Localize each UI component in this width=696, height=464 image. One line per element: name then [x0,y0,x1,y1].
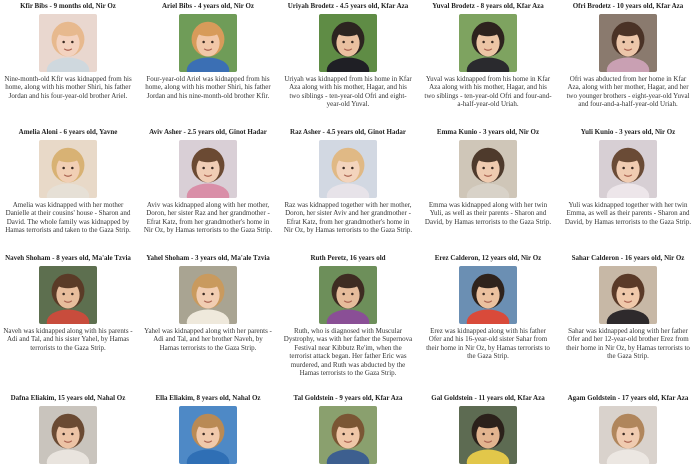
photo-fringe [615,25,640,37]
photo-fringe [55,277,80,289]
photo-eye-left [202,293,205,296]
photo-eye-left [62,167,65,170]
child-photo [319,266,377,324]
photo-eye-right [491,433,494,436]
photo-eye-left [482,293,485,296]
child-photo [459,406,517,464]
child-card [140,126,276,252]
child-card [0,0,136,126]
child-photo [39,140,97,198]
photo-eye-right [631,41,634,44]
photo-eye-right [211,433,214,436]
photo-fringe [195,417,220,429]
child-photo [459,266,517,324]
child-card [420,0,556,126]
photo-fringe [195,25,220,37]
photo-eye-left [622,167,625,170]
child-card [280,0,416,126]
child-card [140,252,276,392]
photo-eye-right [71,41,74,44]
child-photo [179,14,237,72]
portrait-illustration [599,14,657,72]
child-name: Ofri Brodetz - 10 years old, Kfar Aza [572,2,684,10]
portrait-illustration [39,14,97,72]
photo-eye-left [202,433,205,436]
child-description: Nine-month-old Kfir was kidnapped from his home, along with his mother Shiri, his father Jordan and his four-year-old brother Ariel. [4,75,132,100]
portrait-illustration [39,406,97,464]
child-photo [319,140,377,198]
child-photo [459,140,517,198]
child-description: Yahel was kidnapped along with her parents - Adi and Tal, and her brother Naveh, by Hamas terrorists to the Gaza Strip. [144,327,272,352]
child-description: Sahar was kidnapped along with her father Ofer and her 12-year-old brother Erez from their home in Nir Oz, by Hamas terrorists to the Gaza Strip. [566,327,690,361]
photo-eye-right [211,293,214,296]
child-card [560,392,696,464]
child-photo [599,14,657,72]
photo-fringe [475,25,500,37]
child-card [0,252,136,392]
child-description: Emma was kidnapped along with her twin Yuli, as well as their parents - Sharon and David, by Hamas terrorists to the Gaza Strip. [424,201,552,226]
photo-eye-left [622,433,625,436]
child-name: Sahar Calderon - 16 years old, Nir Oz [571,254,685,262]
photo-eye-left [342,167,345,170]
child-card [560,126,696,252]
portrait-illustration [179,266,237,324]
child-photo [179,140,237,198]
photo-fringe [55,25,80,37]
child-card [280,392,416,464]
photo-fringe [335,417,360,429]
photo-fringe [55,151,80,163]
child-photo [459,14,517,72]
photo-eye-right [491,167,494,170]
photo-eye-left [622,293,625,296]
photo-fringe [195,151,220,163]
child-description: Aviv was kidnapped along with her mother, Doron, her sister Raz and her grandmother - Efrat Katz, from her grandmother's home in Nir Oz, by Hamas terrorists to the Gaza Strip. [143,201,273,235]
portrait-illustration [459,14,517,72]
child-photo [179,266,237,324]
portrait-illustration [179,406,237,464]
child-description: Erez was kidnapped along with his father Ofer and his 16-year-old sister Sahar from their home in Nir Oz, by Hamas terrorists to the Gaza Strip. [426,327,550,361]
child-name: Uriyah Brodetz - 4.5 years old, Kfar Aza [287,2,409,10]
photo-eye-right [351,293,354,296]
child-card [420,126,556,252]
photo-eye-left [482,433,485,436]
portrait-illustration [179,14,237,72]
child-description: Yuval was kidnapped from his home in Kfar Aza along with his mother, Hagar, and his two siblings - ten-year-old Ofri and four-and-a-half-year-old Uriah. [424,75,552,109]
photo-eye-right [351,41,354,44]
child-description: Ofri was abducted from her home in Kfar Aza, along with her mother, Hagar, and her two younger brothers - eight-year-old Yuval and four-and-a-half-year-old Uriah. [566,75,690,109]
photo-eye-left [342,41,345,44]
photo-eye-left [482,167,485,170]
portrait-illustration [39,266,97,324]
child-card [280,126,416,252]
photo-fringe [475,277,500,289]
photo-eye-left [62,433,65,436]
portrait-illustration [319,406,377,464]
photo-fringe [615,417,640,429]
portrait-illustration [319,14,377,72]
portrait-illustration [319,140,377,198]
child-description: Naveh was kidnapped along with his parents - Adi and Tal, and his sister Yahel, by Hamas terrorists to the Gaza Strip. [3,327,133,352]
child-name: Ruth Peretz, 16 years old [310,254,386,262]
photo-eye-left [202,167,205,170]
photo-eye-right [491,293,494,296]
child-name: Yuval Brodetz - 8 years old, Kfar Aza [432,2,544,10]
child-name: Ella Eliakim, 8 years old, Nahal Oz [155,394,261,402]
photo-fringe [615,151,640,163]
child-card [0,126,136,252]
child-name: Gal Goldstein - 11 years old, Kfar Aza [431,394,545,402]
child-name: Dafna Eliakim, 15 years old, Nahal Oz [10,394,126,402]
child-description: Uriyah was kidnapped from his home in Kfar Aza along with his mother, Hagar, and his two siblings - ten-year-old Ofri and eight-year-old Yuval. [284,75,412,109]
photo-eye-left [62,293,65,296]
child-name: Emma Kunio - 3 years old, Nir Oz [436,128,540,136]
photo-fringe [335,25,360,37]
portrait-illustration [459,266,517,324]
child-photo [599,406,657,464]
child-description: Yuli was kidnapped together with her twin Emma, as well as their parents - Sharon and David, by Hamas terrorists to the Gaza Strip. [564,201,692,226]
portrait-illustration [599,266,657,324]
photo-fringe [195,277,220,289]
portrait-illustration [179,140,237,198]
child-card [420,392,556,464]
child-name: Ariel Bibs - 4 years old, Nir Oz [161,2,255,10]
child-photo [599,266,657,324]
portrait-illustration [599,140,657,198]
photo-eye-right [631,433,634,436]
photo-eye-right [351,433,354,436]
portrait-illustration [599,406,657,464]
child-photo [319,14,377,72]
child-card [280,252,416,392]
photo-eye-right [491,41,494,44]
photo-fringe [335,277,360,289]
photo-eye-right [71,293,74,296]
photo-fringe [55,417,80,429]
photo-eye-left [202,41,205,44]
photo-eye-right [631,167,634,170]
child-photo [599,140,657,198]
child-description: Four-year-old Ariel was kidnapped from his home, along with his mother Shiri, his father Jordan and his nine-month-old brother Kfir. [145,75,271,100]
photo-fringe [335,151,360,163]
child-name: Naveh Shoham - 8 years old, Ma'ale Tzvia [5,254,131,262]
photo-eye-left [482,41,485,44]
photo-eye-right [351,167,354,170]
child-name: Yuli Kunio - 3 years old, Nir Oz [580,128,676,136]
portrait-illustration [39,140,97,198]
child-photo [39,406,97,464]
child-name: Amelia Aloni - 6 years old, Yavne [18,128,118,136]
child-name: Aviv Asher - 2.5 years old, Ginot Hadar [149,128,267,136]
photo-eye-right [211,41,214,44]
portrait-illustration [319,266,377,324]
child-name: Yahel Shoham - 3 years old, Ma'ale Tzvia [146,254,270,262]
photo-eye-right [631,293,634,296]
photo-eye-left [62,41,65,44]
child-name: Erez Calderon, 12 years old, Nir Oz [434,254,542,262]
child-card [140,0,276,126]
child-description: Amelia was kidnapped with her mother Danielle at their cousins' house - Sharon and David. The whole family was kidnapped by Hamas terrorists and taken to the Gaza Strip. [5,201,131,235]
child-card [560,0,696,126]
photo-eye-right [71,167,74,170]
photo-eye-right [211,167,214,170]
child-name: Agam Goldstein - 17 years old, Kfar Aza [567,394,689,402]
child-photo [179,406,237,464]
child-name: Kfir Bibs - 9 months old, Nir Oz [20,2,116,10]
photo-eye-left [342,293,345,296]
portrait-illustration [459,406,517,464]
photo-eye-left [342,433,345,436]
child-description: Raz was kidnapped together with her mother, Doron, her sister Aviv and her grandmother - Efrat Katz, from her grandmother's home in Nir Oz, by Hamas terrorists to the Gaza Strip. [283,201,413,235]
child-card [0,392,136,464]
child-name: Tal Goldstein - 9 years old, Kfar Aza [293,394,403,402]
child-photo [39,266,97,324]
child-card [420,252,556,392]
photo-fringe [615,277,640,289]
photo-eye-right [71,433,74,436]
child-photo [319,406,377,464]
child-name: Raz Asher - 4.5 years old, Ginot Hadar [290,128,406,136]
photo-eye-left [622,41,625,44]
child-card [140,392,276,464]
child-photo [39,14,97,72]
child-card [560,252,696,392]
portrait-illustration [459,140,517,198]
photo-fringe [475,151,500,163]
photo-fringe [475,417,500,429]
child-description: Ruth, who is diagnosed with Muscular Dystrophy, was with her father the Supernova Festival near Kibbutz Re'im, when the terrorist attack began. Her father Eric was murdered, and Ruth was abducted by the Hamas terrorists to the Gaza Strip. [283,327,413,378]
